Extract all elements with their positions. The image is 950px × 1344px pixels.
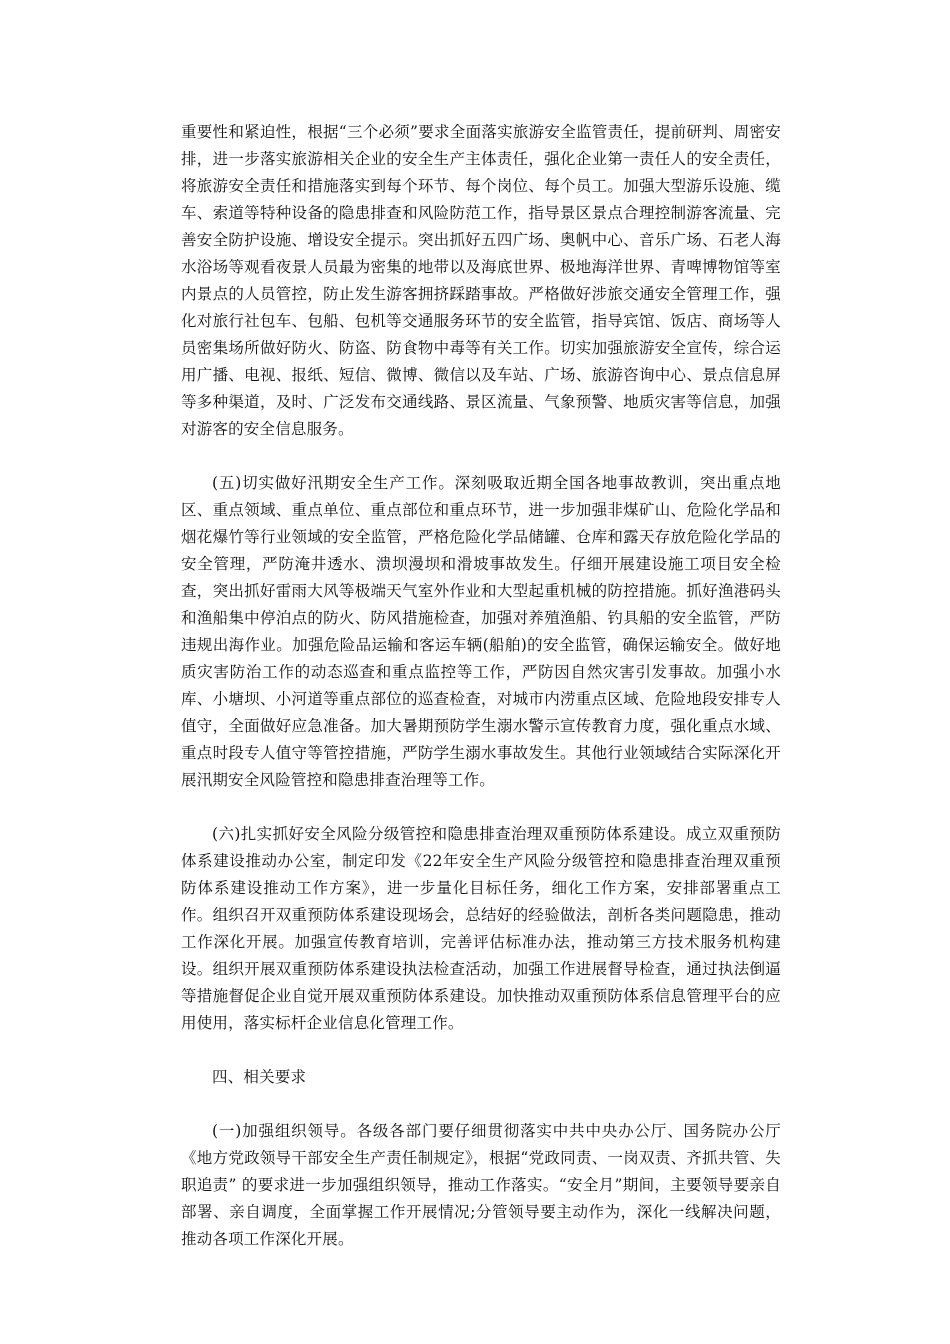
- paragraph-organizational-leadership: (一)加强组织领导。各级各部门要仔细贯彻落实中共中央办公厅、国务院办公厅《地方党政领导干部安全生产责任制规定》，根据“党政同责、一岗双责、齐抓共管、失职追责” 的要求进一步加强组织领导，推动工作落实。“安全月”期间，主要领导要亲自部署、亲自调度，全面掌握工作开展情况;分管领导要主动作为，深化一线解决问题，推动各项工作深化开展。: [181, 1122, 781, 1248]
- paragraph-flood-season-safety: (五)切实做好汛期安全生产工作。深刻吸取近期全国各地事故教训，突出重点地区、重点领域、重点单位、重点部位和重点环节，进一步加强非煤矿山、危险化学品和烟花爆竹等行业领域的安全监管，严格危险化学品储罐、仓库和露天存放危险化学品的安全管理，严防淹井透水、溃坝漫坝和滑坡事故发生。仔细开展建设施工项目安全检查，突出抓好雷雨大风等极端天气室外作业和大型起重机械的防控措施。抓好渔港码头和渔船集中停泊点的防火、防风措施检查，加强对养殖渔船、钓具船的安全监管，严防违规出海作业。加强危险品运输和客运车辆(船舶)的安全监管，确保运输安全。做好地质灾害防治工作的动态巡查和重点监控等工作，严防因自然灾害引发事故。加强小水库、小塘坝、小河道等重点部位的巡查检查，对城市内涝重点区域、危险地段安排专人值守，全面做好应急准备。加大暑期预防学生溺水警示宣传教育力度，强化重点水域、重点时段专人值守等管控措施，严防学生溺水事故发生。其他行业领域结合实际深化开展汛期安全风险管控和隐患排查治理等工作。: [181, 474, 781, 789]
- paragraph-tourism-safety: 重要性和紧迫性，根据“三个必须”要求全面落实旅游安全监管责任，提前研判、周密安排，进一步落实旅游相关企业的安全生产主体责任，强化企业第一责任人的安全责任，将旅游安全责任和措施落实到每个环节、每个岗位、每个员工。加强大型游乐设施、缆车、索道等特种设备的隐患排查和风险防范工作，指导景区景点合理控制游客流量、完善安全防护设施、增设安全提示。突出抓好五四广场、奥帆中心、音乐广场、石老人海水浴场等观看夜景人员最为密集的地带以及海底世界、极地海洋世界、青啤博物馆等室内景点的人员管控，防止发生游客拥挤踩踏事故。严格做好涉旅交通安全管理工作，强化对旅行社包车、包船、包机等交通服务环节的安全监管，指导宾馆、饭店、商场等人员密集场所做好防火、防盗、防食物中毒等有关工作。切实加强旅游安全宣传，综合运用广播、电视、报纸、短信、微博、微信以及车站、广场、旅游咨询中心、景点信息屏等多种渠道，及时、广泛发布交通线路、景区流量、气象预警、地质灾害等信息，加强对游客的安全信息服务。: [181, 123, 781, 438]
- section-heading-requirements: 四、相关要求: [212, 1068, 307, 1086]
- document-body: [181, 119, 781, 1280]
- paragraph-dual-prevention-system: (六)扎实抓好安全风险分级管控和隐患排查治理双重预防体系建设。成立双重预防体系建设推动办公室，制定印发《22年安全生产风险分级管控和隐患排查治理双重预防体系建设推动工作方案》，进一步量化目标任务，细化工作方案，安排部署重点工作。组织召开双重预防体系建设现场会，总结好的经验做法，剖析各类问题隐患，推动工作深化开展。加强宣传教育培训，完善评估标准办法，推动第三方技术服务机构建设。组织开展双重预防体系建设执法检查活动，加强工作进展督导检查，通过执法倒逼等措施督促企业自觉开展双重预防体系建设。加快推动双重预防体系信息管理平台的应用使用，落实标杆企业信息化管理工作。: [181, 825, 781, 1032]
